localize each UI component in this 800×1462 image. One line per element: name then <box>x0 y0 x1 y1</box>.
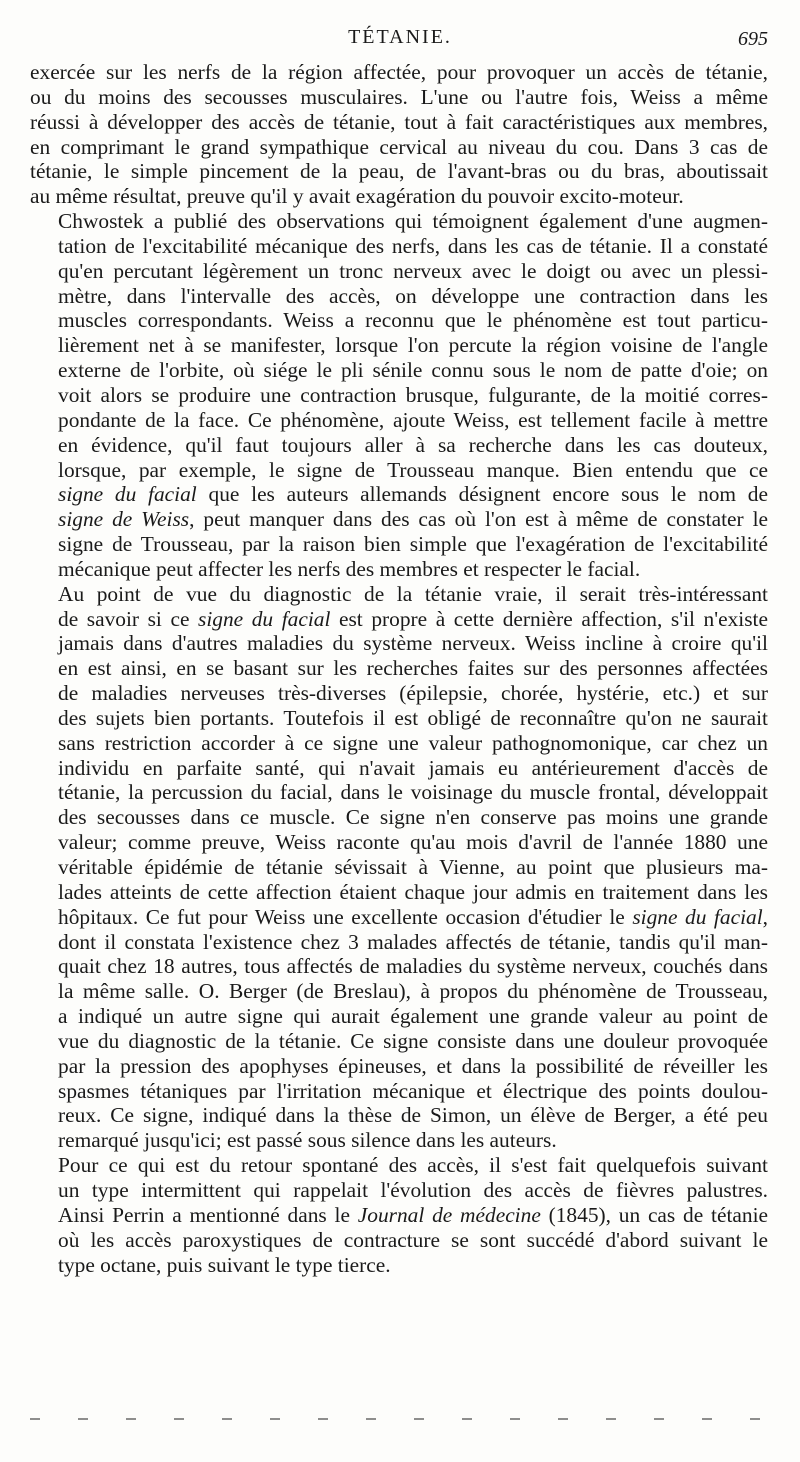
text-line: sans restriction accorder à ce signe une valeur pathognomonique, car chez un <box>58 730 768 755</box>
text-line: par la pression des apophyses épineuses, et dans la possibilité de réveiller les <box>58 1053 768 1078</box>
text-line: exercée sur les nerfs de la région affectée, pour provoquer un accès de tétanie, <box>30 60 768 84</box>
text-line: vue du diagnostic de la tétanie. Ce signe consiste dans une douleur provoquée <box>58 1028 768 1053</box>
text-line: Chwostek a publié des observations qui témoignent également d'une augmen- <box>58 209 768 234</box>
text-line: véritable épidémie de tétanie sévissait à Vienne, au point que plusieurs ma- <box>58 855 768 879</box>
text-line: mécanique peut affecter les nerfs des membres et respecter le facial. <box>58 556 641 581</box>
text-line: muscles correspondants. Weiss a reconnu que le phénomène est tout particu- <box>58 308 768 333</box>
text-line: en comprimant le grand sympathique cervical au niveau du cou. Dans 3 cas de <box>30 134 768 159</box>
text-line: signe de Weiss, peut manquer dans des cas où l'on est à même de constater le <box>58 507 769 532</box>
text-line: dont il constata l'existence chez 3 malades affectés de tétanie, tandis qu'il man- <box>58 929 768 954</box>
text-line: Pour ce qui est du retour spontané des accès, il s'est fait quelquefois suivant <box>58 1153 768 1178</box>
text-line: signe de Trousseau, par la raison bien simple que l'exagération de l'excitabilité <box>58 532 768 557</box>
text-line: Ainsi Perrin a mentionné dans le Journal de médecine (1845), un cas de tétanie <box>58 1202 769 1227</box>
text-line: reux. Ce signe, indiqué dans la thèse de Simon, un élève de Berger, a été peu <box>58 1103 768 1128</box>
text-line: Au point de vue du diagnostic de la tétanie vraie, il serait très-intéressant <box>58 581 768 606</box>
paragraph <box>30 60 768 209</box>
text-line: a indiqué un autre signe qui aurait également une grande valeur au point de <box>58 1004 768 1029</box>
text-line: en est ainsi, en se basant sur les recherches faites sur des personnes affectées <box>58 656 768 681</box>
text-line: ou du moins des secousses musculaires. L'une ou l'autre fois, Weiss a même <box>30 84 768 109</box>
text-line: des sujets bien portants. Toutefois il est obligé de reconnaître qu'on ne saurait <box>58 705 768 730</box>
text-line: valeur; comme preuve, Weiss raconte qu'au mois d'avril de l'année 1880 une <box>58 830 768 855</box>
text-line: qu'en percutant légèrement un tronc nerveux avec le doigt ou avec un plessi- <box>58 258 768 283</box>
text-line: pondante de la face. Ce phénomène, ajoute Weiss, est tellement facile à mettre <box>58 407 768 432</box>
text-line: individu en parfaite santé, qui n'avait jamais eu antérieurement d'accès de <box>58 755 768 780</box>
text-line: voit alors se produire une contraction brusque, fulgurante, de la moitié corres- <box>58 382 768 407</box>
text-line: en évidence, qu'il faut toujours aller à sa recherche dans les cas douteux, <box>58 432 768 457</box>
text-line: jamais dans d'autres maladies du système nerveux. Weiss incline à croire qu'il <box>58 631 768 656</box>
text-line: tation de l'excitabilité mécanique des nerfs, dans les cas de tétanie. Il a constaté <box>58 233 768 258</box>
text-line: des secousses dans ce muscle. Ce signe n'en conserve pas moins une grande <box>58 805 768 830</box>
paragraph <box>30 1153 768 1277</box>
text-line: type octane, puis suivant le type tierce. <box>58 1252 391 1277</box>
text-line: hôpitaux. Ce fut pour Weiss une excellente occasion d'étudier le signe du facial, <box>58 904 769 929</box>
text-line: tétanie, la percussion du facial, dans le voisinage du muscle frontal, développait <box>58 780 768 805</box>
running-header <box>30 26 770 56</box>
paragraph <box>30 582 768 1153</box>
text-line: de savoir si ce signe du facial est propre à cette dernière affection, s'il n'existe <box>58 606 768 631</box>
text-line: tétanie, le simple pincement de la peau, de l'avant-bras ou du bras, aboutissait <box>30 159 768 184</box>
text-line: spasmes tétaniques par l'irritation mécanique et électrique des points doulou- <box>58 1078 768 1103</box>
page-number: 695 <box>738 28 768 50</box>
text-line: un type intermittent qui rappelait l'évolution des accès de fièvres palustres. <box>58 1177 768 1202</box>
text-line: quait chez 18 autres, tous affectés de maladies du système nerveux, couchés dans <box>58 954 768 979</box>
text-line: lorsque, par exemple, le signe de Trousseau manque. Bien entendu que ce <box>58 457 768 482</box>
text-line: la même salle. O. Berger (de Breslau), à propos du phénomène de Trousseau, <box>58 979 768 1004</box>
text-line: externe de l'orbite, où siége le pli sénile connu sous le nom de patte d'oie; on <box>58 358 768 383</box>
bottom-rule <box>30 1418 768 1420</box>
text-line: signe du facial que les auteurs allemands désignent encore sous le nom de <box>58 482 768 507</box>
text-line: lades atteints de cette affection étaient chaque jour admis en traitement dans les <box>58 879 768 904</box>
paragraph <box>30 209 768 582</box>
text-line: remarqué jusqu'ici; est passé sous silence dans les auteurs. <box>58 1128 557 1153</box>
page-body <box>30 60 768 1277</box>
text-line: où les accès paroxystiques de contracture se sont succédé d'abord suivant le <box>58 1227 768 1252</box>
text-line: lièrement net à se manifester, lorsque l'on percute la région voisine de l'angle <box>58 333 768 358</box>
running-title: TÉTANIE. <box>348 26 452 48</box>
text-line: au même résultat, preuve qu'il y avait exagération du pouvoir excito-moteur. <box>30 184 684 209</box>
text-line: de maladies nerveuses très-diverses (épilepsie, chorée, hystérie, etc.) et sur <box>58 681 768 706</box>
text-line: mètre, dans l'intervalle des accès, on développe une contraction dans les <box>58 283 768 308</box>
text-line: réussi à développer des accès de tétanie, tout à fait caractéristiques aux membres, <box>30 109 768 134</box>
